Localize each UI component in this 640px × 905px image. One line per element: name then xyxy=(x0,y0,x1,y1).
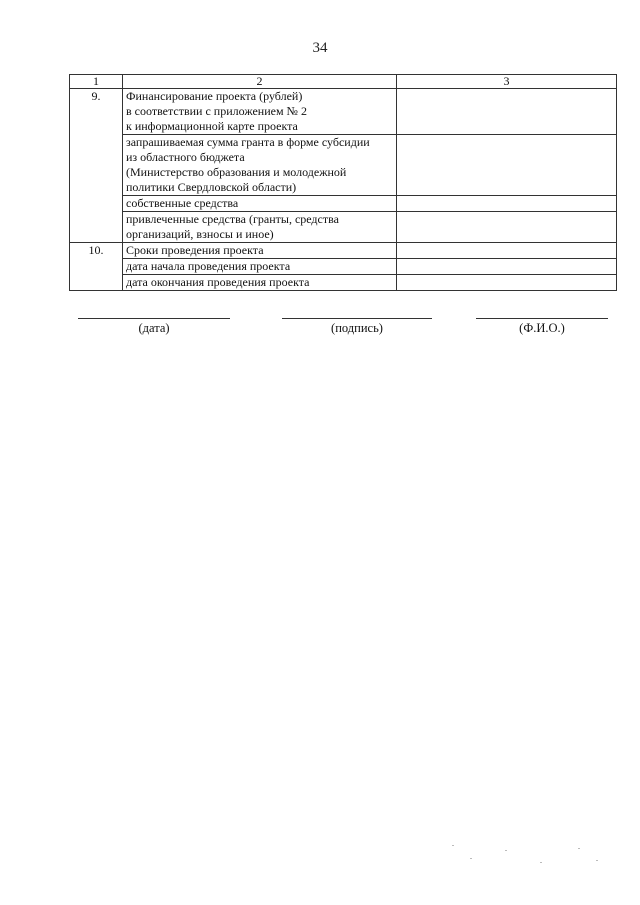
signature-line[interactable] xyxy=(282,318,432,319)
table-row xyxy=(70,212,617,243)
name-signature-line[interactable] xyxy=(476,318,608,319)
date-label: (дата) xyxy=(138,321,170,335)
table-row xyxy=(70,275,617,291)
date-signature-line[interactable] xyxy=(78,318,230,319)
table-row xyxy=(70,259,617,275)
grant-line-2: из областного бюджета xyxy=(126,150,245,164)
project-terms-value-cell[interactable] xyxy=(397,243,617,259)
end-date-label: дата окончания проведения проекта xyxy=(123,275,397,291)
attracted-funds-label xyxy=(123,212,397,243)
start-date-value-cell[interactable] xyxy=(397,259,617,275)
grant-line-4: политики Свердловской области) xyxy=(126,180,297,194)
column-header-1: 1 xyxy=(70,75,123,89)
name-label: (Ф.И.О.) xyxy=(519,321,565,335)
funding-label xyxy=(123,89,397,135)
attracted-line-1: привлеченные средства (гранты, средства xyxy=(126,212,339,226)
scan-noise xyxy=(452,845,454,846)
own-funds-value-cell[interactable] xyxy=(397,196,617,212)
end-date-value-cell[interactable] xyxy=(397,275,617,291)
row-number-9: 9. xyxy=(70,89,123,243)
attracted-funds-value-cell[interactable] xyxy=(397,212,617,243)
funding-line-2: в соответствии с приложением № 2 xyxy=(126,104,308,118)
start-date-label: дата начала проведения проекта xyxy=(123,259,397,275)
project-financing-table xyxy=(69,74,617,291)
scan-noise xyxy=(578,848,580,849)
column-header-3: 3 xyxy=(397,75,617,89)
grant-line-1: запрашиваемая сумма гранта в форме субсидии xyxy=(126,135,370,149)
table-row xyxy=(70,89,617,135)
grant-amount-value-cell[interactable] xyxy=(397,135,617,196)
table-header-row xyxy=(70,75,617,89)
own-funds-label: собственные средства xyxy=(123,196,397,212)
scan-noise xyxy=(505,850,507,851)
page-number: 34 xyxy=(312,40,328,56)
table-row xyxy=(70,243,617,259)
attracted-line-2: организаций, взносы и иное) xyxy=(126,227,274,241)
table-row xyxy=(70,196,617,212)
scan-noise xyxy=(470,858,472,859)
grant-amount-label xyxy=(123,135,397,196)
funding-line-3: к информационной карте проекта xyxy=(126,119,298,133)
column-header-2: 2 xyxy=(123,75,397,89)
grant-line-3: (Министерство образования и молодежной xyxy=(126,165,347,179)
row-number-10: 10. xyxy=(70,243,123,291)
funding-line-1: Финансирование проекта (рублей) xyxy=(126,89,303,103)
signature-label: (подпись) xyxy=(331,321,383,335)
scan-noise xyxy=(540,862,542,863)
project-terms-label: Сроки проведения проекта xyxy=(123,243,397,259)
funding-value-cell[interactable] xyxy=(397,89,617,135)
scan-noise xyxy=(596,860,598,861)
table-row xyxy=(70,135,617,196)
